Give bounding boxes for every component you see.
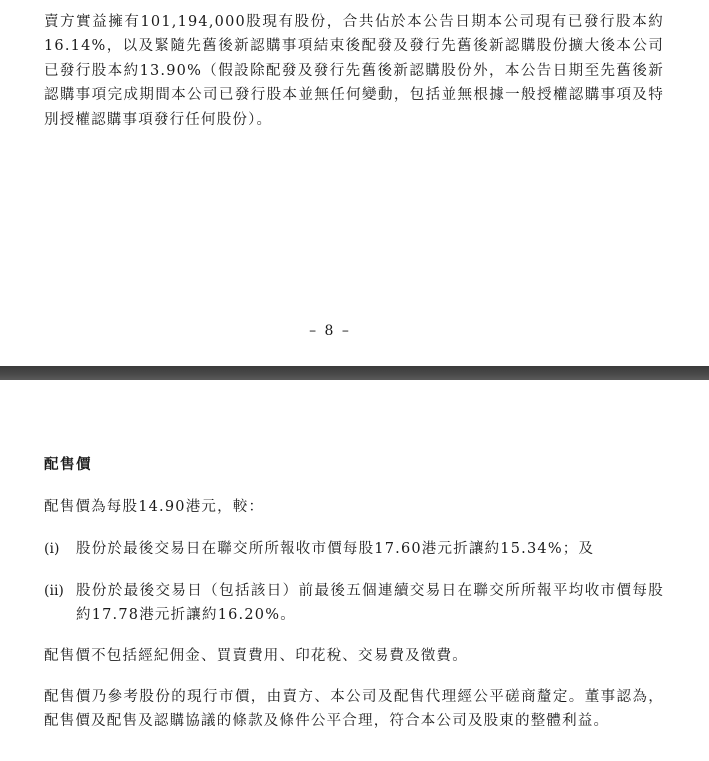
list-item-text: 股份於最後交易日在聯交所所報收市價每股17.60港元折讓約15.34%；及 bbox=[76, 541, 595, 557]
previous-page bbox=[0, 0, 709, 366]
section-heading: 配售價 bbox=[44, 456, 92, 473]
price-exclusion-paragraph: 配售價不包括經紀佣金、買賣費用、印花稅、交易費及徵費。 bbox=[44, 648, 468, 664]
shareholding-paragraph: 賣方實益擁有101,194,000股現有股份，合共佔於本公告日期本公司現有已發行股本約16.14%，以及緊隨先舊後新認購事項結束後配發及發行先舊後新認購股份擴大後本公司已發行股本約13.90%（假設除配發及發行先舊後新認購股份外，本公告日期至先舊後新認購事項完成期間本公司已發行股本並無任何變動，包括並無根據一般授權認購事項及特別授權認購事項發行任何股份）。 bbox=[44, 14, 664, 128]
page-divider bbox=[0, 366, 709, 380]
list-item bbox=[44, 537, 664, 561]
list-item bbox=[44, 579, 664, 628]
price-basis-paragraph: 配售價乃參考股份的現行市價，由賣方、本公司及配售代理經公平磋商釐定。董事認為，配售價及配售及認購協議的條款及條件公平合理，符合本公司及股東的整體利益。 bbox=[44, 689, 664, 730]
list-marker: (i) bbox=[44, 541, 60, 557]
list-marker: (ii) bbox=[44, 583, 64, 599]
page-number: – 8 – bbox=[309, 323, 351, 339]
list-item-text: 股份於最後交易日（包括該日）前最後五個連續交易日在聯交所所報平均收市價每股約17.78港元折讓約16.20%。 bbox=[76, 583, 664, 624]
placing-price-intro: 配售價為每股14.90港元，較： bbox=[44, 499, 265, 515]
current-page bbox=[0, 380, 709, 761]
